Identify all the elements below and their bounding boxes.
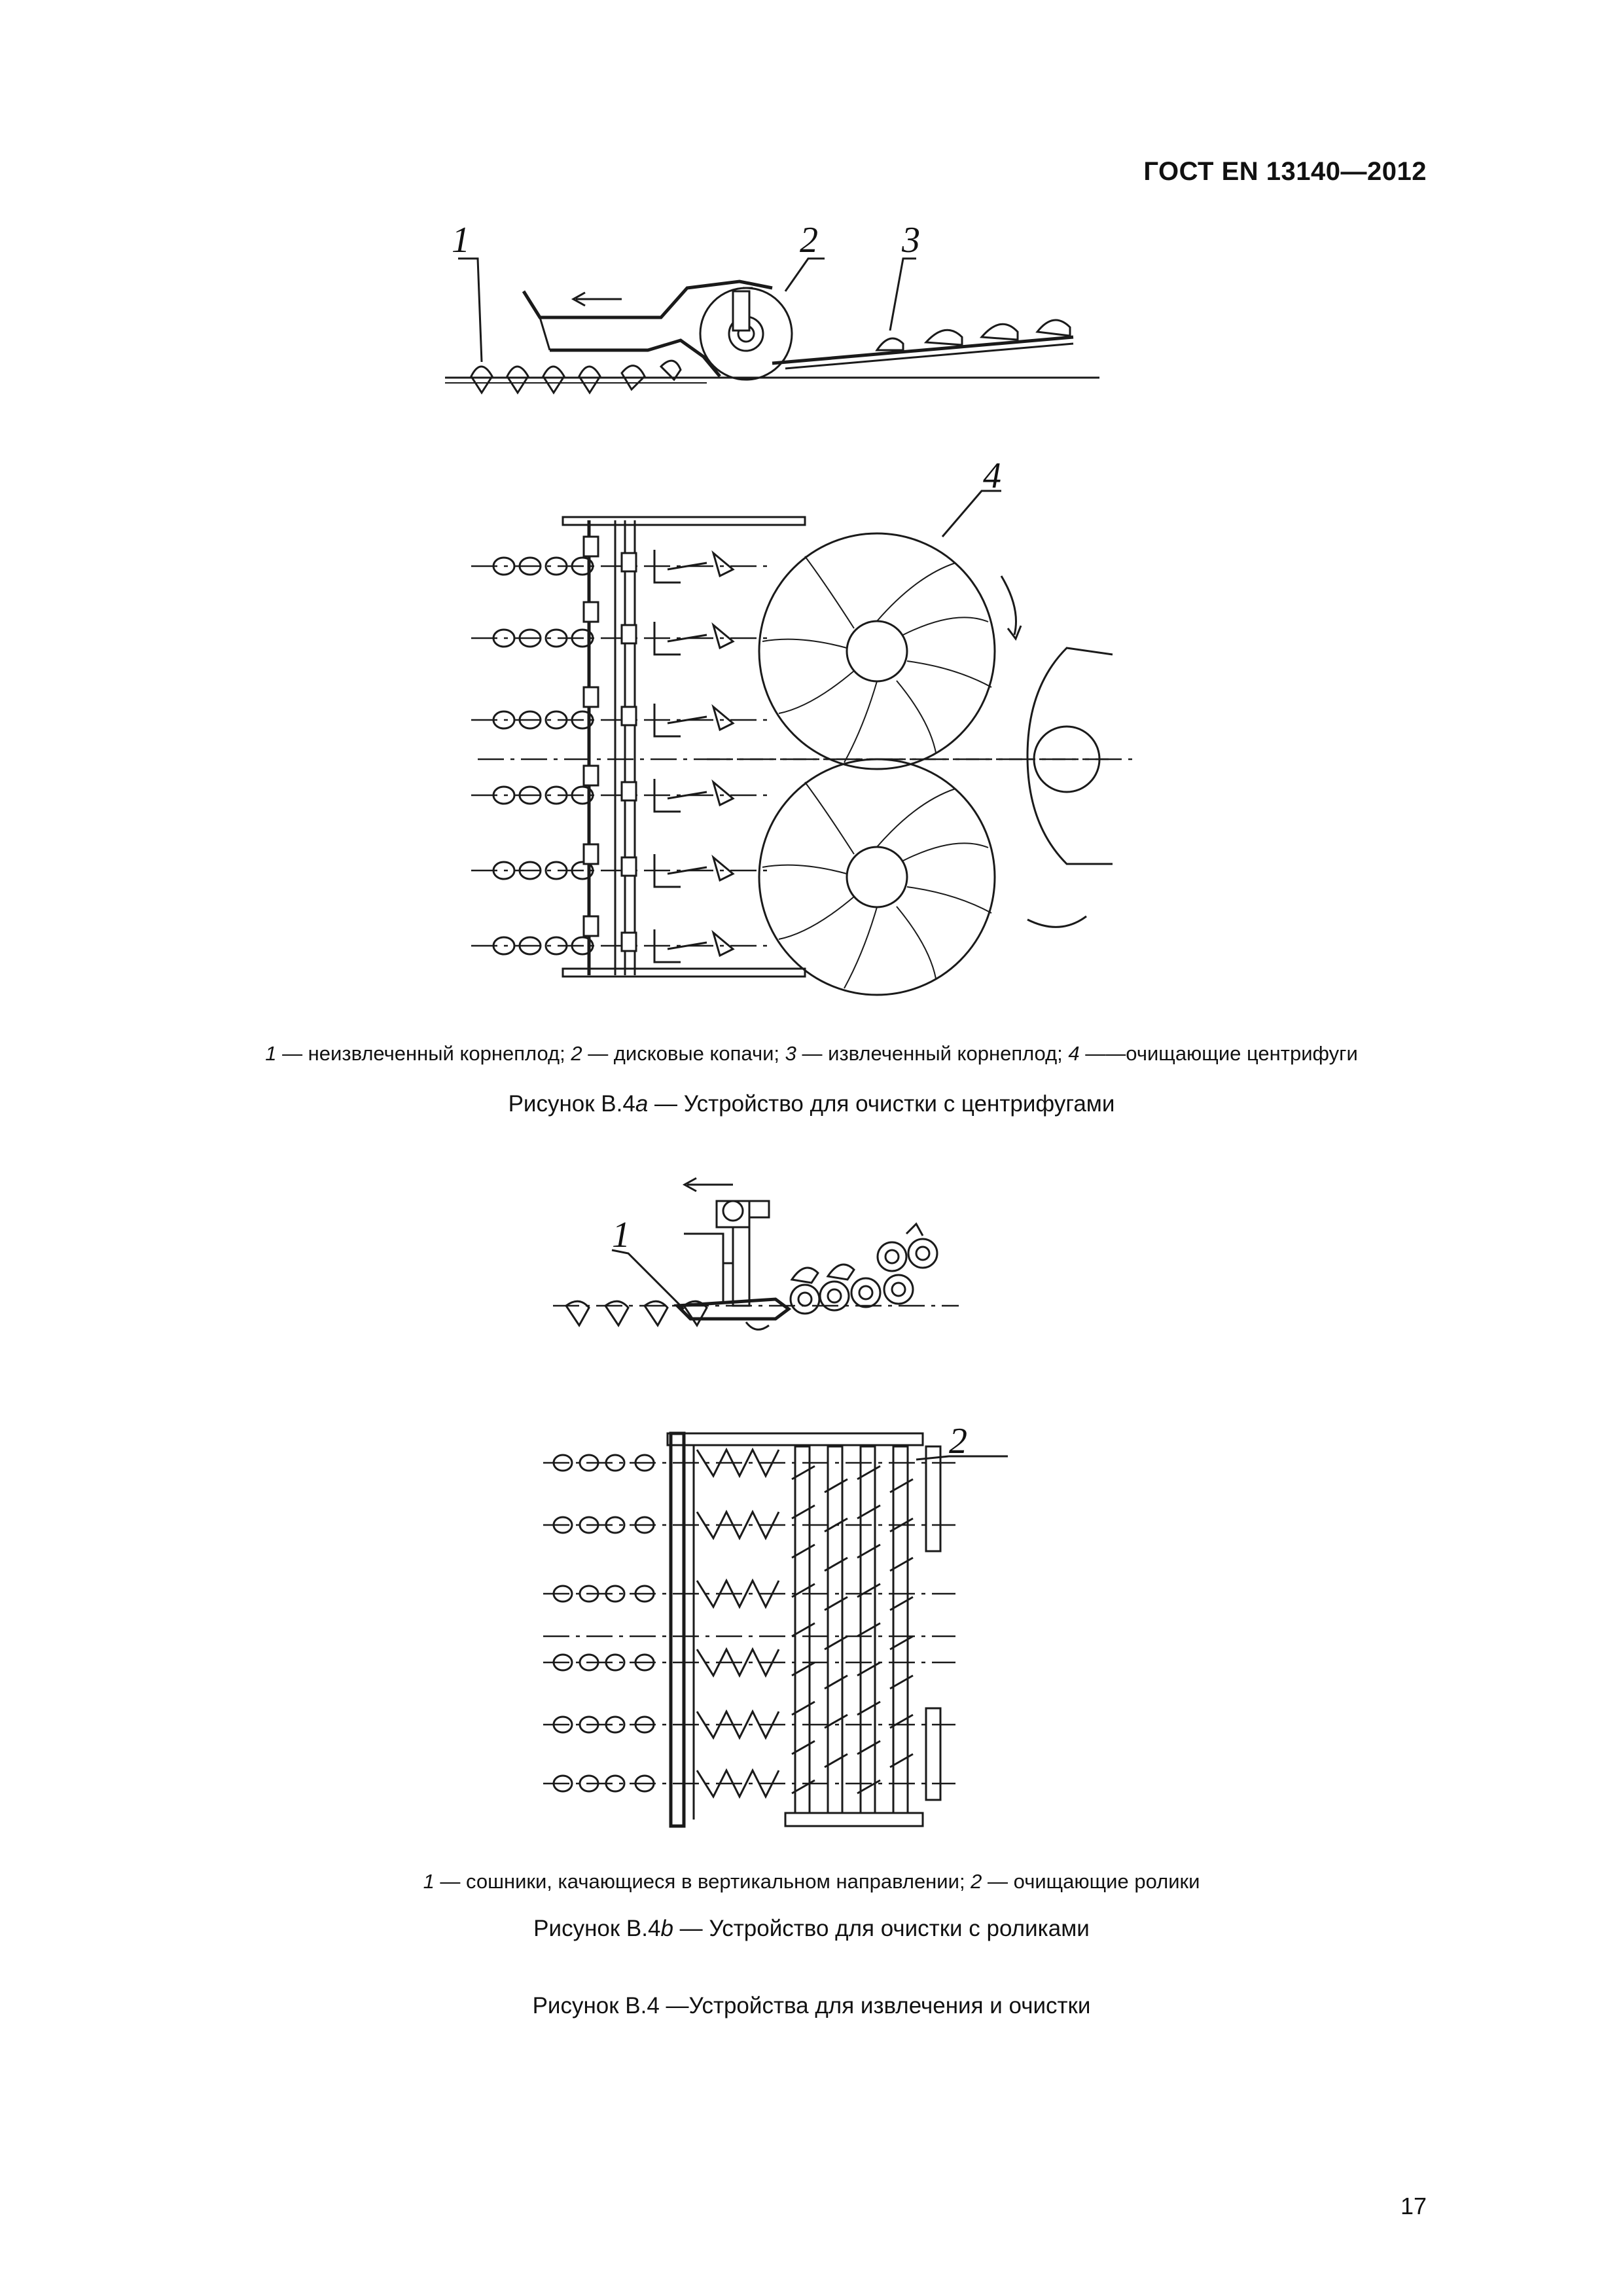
overall-figure-caption: Рисунок В.4 —Устройства для извлечения и очистки [532, 1993, 1091, 2018]
legend-a-text-3: — извлеченный корнеплод; [796, 1042, 1069, 1065]
legend-a-text-1: — неизвлеченный корнеплод; [276, 1042, 571, 1065]
legend-a-text-4: ——очищающие центрифуги [1079, 1042, 1358, 1065]
cleaning-rollers-side [791, 1239, 937, 1314]
legend-b-text-1: — сошники, качающиеся в вертикальном направлении; [434, 1870, 971, 1893]
legend-b-text-2: — очищающие ролики [982, 1870, 1200, 1893]
figure-b-side-view [553, 1172, 972, 1355]
callout-4-plan-a: 4 [983, 456, 1001, 496]
legend-a-num-1: 1 [265, 1042, 277, 1065]
legend-a-num-4: 4 [1068, 1042, 1080, 1065]
figure-a-legend [131, 1042, 1492, 1066]
legend-a-num-3: 3 [785, 1042, 796, 1065]
legend-a-text-2: — дисковые копачи; [582, 1042, 785, 1065]
figure-b-legend [131, 1870, 1492, 1893]
figure-b-plan-view [537, 1420, 1021, 1846]
caption-b-rest: — Устройство для очистки с роликами [673, 1916, 1090, 1941]
legend-b-num-2: 2 [971, 1870, 982, 1893]
beet-rows-plan-a [471, 537, 772, 962]
caption-a-prefix: Рисунок В.4 [508, 1091, 635, 1117]
caption-b-prefix: Рисунок В.4 [533, 1916, 661, 1941]
legend-a-num-2: 2 [571, 1042, 582, 1065]
caption-a-rest: — Устройство для очистки с центрифугами [648, 1091, 1115, 1117]
cleaning-rollers-plan [792, 1446, 940, 1813]
figure-b-caption [131, 1916, 1492, 1942]
page-number: 17 [1400, 2193, 1427, 2219]
callout-3-side-a: 3 [902, 220, 920, 260]
document-header: ГОСТ EN 13140—2012 [1143, 157, 1427, 186]
cleaning-centrifuges [707, 533, 1139, 995]
figure-a-side-view [445, 259, 1113, 409]
callout-2-side-a: 2 [800, 220, 818, 260]
callout-1-side-b: 1 [612, 1215, 630, 1255]
figure-a-plan-view [458, 491, 1139, 1014]
caption-a-suffix: а [635, 1091, 649, 1117]
figure-a-caption [131, 1091, 1492, 1117]
callout-1-side-a: 1 [452, 220, 470, 260]
legend-b-num-1: 1 [423, 1870, 435, 1893]
callout-2-plan-b: 2 [949, 1421, 967, 1462]
caption-b-suffix: b [660, 1916, 673, 1941]
